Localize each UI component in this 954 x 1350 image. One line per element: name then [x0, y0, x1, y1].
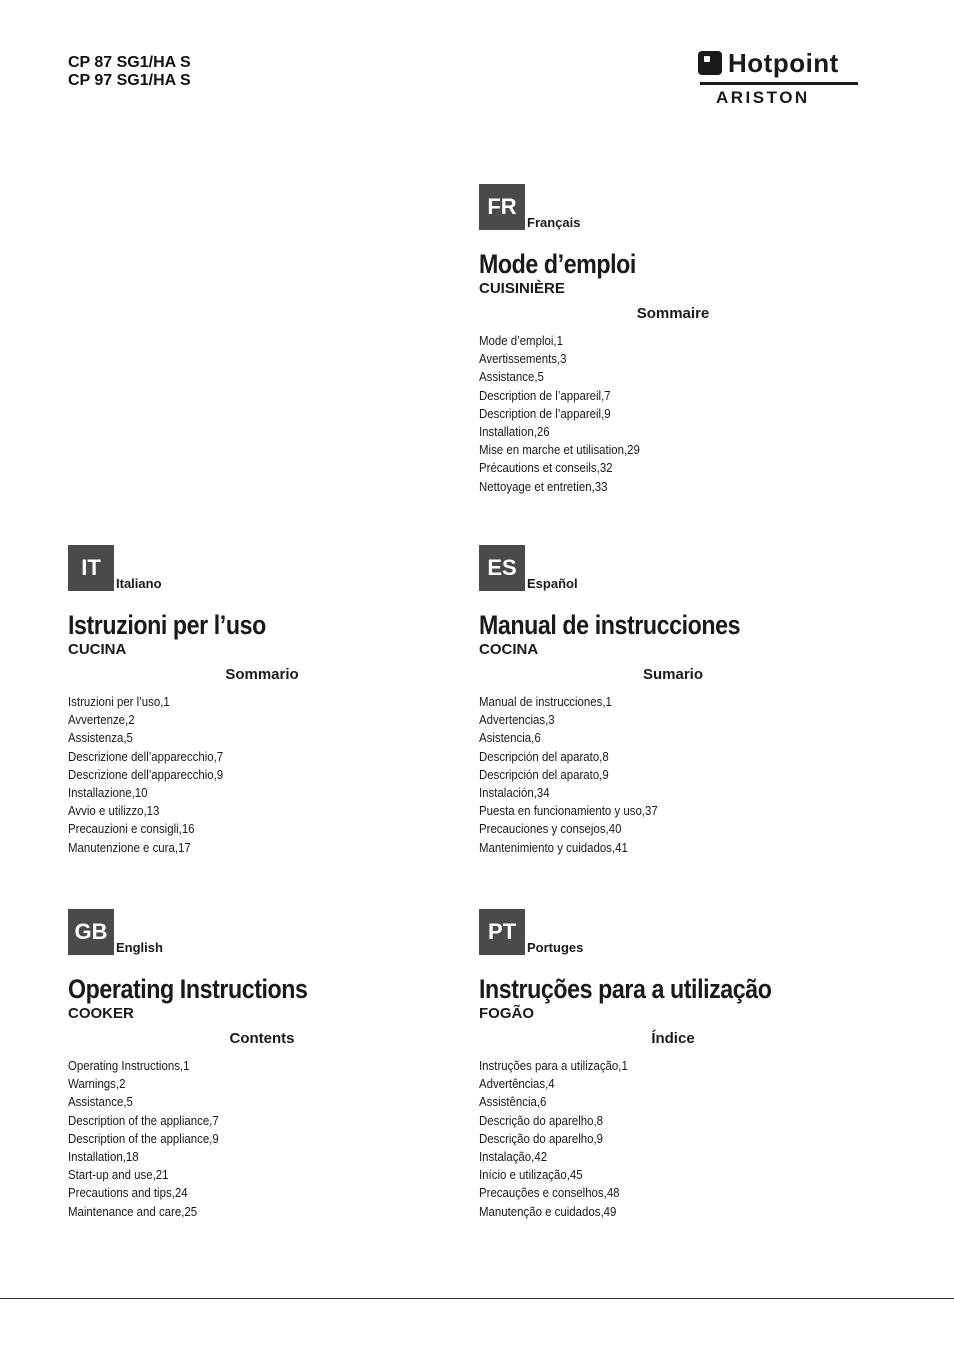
section-title: Instruções para a utilização	[479, 974, 772, 1004]
language-name: Français	[527, 215, 581, 230]
contents-heading: Sommaire	[636, 305, 710, 322]
toc-item: Asistencia,6	[479, 730, 541, 746]
contents-heading: Sommario	[225, 666, 299, 683]
toc-item: Precauciones y consejos,40	[479, 821, 622, 837]
table-of-contents	[479, 693, 779, 857]
language-name: English	[116, 940, 163, 955]
toc-item: Description de l’appareil,9	[479, 405, 611, 421]
toc-item: Avvio e utilizzo,13	[68, 803, 160, 819]
toc-item: Instruções para a utilização,1	[479, 1058, 628, 1073]
toc-item: Installation,18	[68, 1149, 139, 1165]
toc-item: Start-up and use,21	[68, 1167, 169, 1183]
toc-item: Mise en marche et utilisation,29	[479, 442, 640, 458]
toc-item: Descrizione dell’apparecchio,7	[68, 748, 224, 764]
toc-item: Assistenza,5	[68, 730, 133, 746]
model-number: CP 87 SG1/HA S	[68, 54, 191, 71]
section-es	[479, 545, 779, 873]
toc-item: Assistance,5	[68, 1094, 133, 1110]
language-code-badge: FR	[479, 184, 525, 230]
language-name: Español	[527, 576, 578, 591]
table-of-contents	[479, 332, 779, 496]
toc-item: Nettoyage et entretien,33	[479, 478, 608, 494]
toc-item: Mode d’emploi,1	[479, 333, 563, 348]
toc-item: Descripción del aparato,8	[479, 748, 609, 764]
section-subtitle: COCINA	[479, 641, 539, 658]
toc-item: Puesta en funcionamiento y uso,37	[479, 803, 658, 819]
table-of-contents	[68, 693, 368, 857]
model-numbers	[68, 54, 191, 90]
toc-item: Installazione,10	[68, 785, 148, 801]
section-gb	[68, 909, 368, 1237]
toc-item: Istruzioni per l’uso,1	[68, 694, 170, 709]
section-title: Manual de instrucciones	[479, 610, 741, 640]
brand-name: Hotpoint	[728, 48, 839, 78]
section-fr	[479, 184, 779, 512]
toc-item: Precauzioni e consigli,16	[68, 821, 195, 837]
section-subtitle: COOKER	[68, 1005, 134, 1022]
hotpoint-mark-icon	[698, 51, 722, 75]
toc-item: Manutenzione e cura,17	[68, 839, 191, 855]
toc-item: Assistance,5	[479, 369, 544, 385]
toc-item: Description of the appliance,9	[68, 1130, 219, 1146]
section-subtitle: CUISINIÈRE	[479, 280, 565, 297]
toc-item: Descrição do aparelho,8	[479, 1112, 604, 1128]
toc-item: Mantenimiento y cuidados,41	[479, 839, 628, 855]
toc-item: Início e utilização,45	[479, 1167, 583, 1183]
toc-item: Manual de instrucciones,1	[479, 694, 612, 709]
toc-item: Descrizione dell’apparecchio,9	[68, 766, 224, 782]
toc-item: Instalação,42	[479, 1149, 548, 1165]
toc-item: Operating Instructions,1	[68, 1058, 190, 1073]
toc-item: Avvertenze,2	[68, 712, 135, 728]
toc-item: Precautions and tips,24	[68, 1185, 188, 1201]
language-name: Italiano	[116, 576, 162, 591]
section-pt	[479, 909, 779, 1237]
table-of-contents	[68, 1057, 368, 1221]
language-code-badge: ES	[479, 545, 525, 591]
language-code-badge: PT	[479, 909, 525, 955]
language-name: Portuges	[527, 940, 584, 955]
toc-item: Advertências,4	[479, 1076, 555, 1092]
model-number: CP 97 SG1/HA S	[68, 72, 191, 89]
contents-heading: Contents	[229, 1030, 295, 1047]
toc-item: Descrição do aparelho,9	[479, 1130, 604, 1146]
brand-logo	[698, 50, 860, 108]
section-title: Mode d’emploi	[479, 249, 636, 279]
toc-item: Description de l’appareil,7	[479, 387, 611, 403]
section-subtitle: CUCINA	[68, 641, 127, 658]
toc-item: Advertencias,3	[479, 712, 555, 728]
language-code-badge: IT	[68, 545, 114, 591]
toc-item: Installation,26	[479, 424, 550, 440]
contents-heading: Índice	[651, 1030, 695, 1047]
toc-item: Warnings,2	[68, 1076, 126, 1092]
toc-item: Manutenção e cuidados,49	[479, 1203, 617, 1219]
language-code-badge: GB	[68, 909, 114, 955]
section-title: Operating Instructions	[68, 974, 308, 1004]
toc-item: Descripción del aparato,9	[479, 766, 609, 782]
toc-item: Avertissements,3	[479, 351, 567, 367]
toc-item: Maintenance and care,25	[68, 1203, 198, 1219]
toc-item: Description of the appliance,7	[68, 1112, 219, 1128]
brand-subname: ARISTON	[716, 88, 810, 107]
footer-divider	[0, 1298, 954, 1299]
section-subtitle: FOGÃO	[479, 1005, 534, 1022]
toc-item: Précautions et conseils,32	[479, 460, 613, 476]
toc-item: Assistência,6	[479, 1094, 547, 1110]
logo-divider	[700, 82, 858, 85]
contents-heading: Sumario	[642, 666, 703, 683]
section-it	[68, 545, 368, 873]
section-title: Istruzioni per l’uso	[68, 610, 266, 640]
toc-item: Precauções e conselhos,48	[479, 1185, 620, 1201]
toc-item: Instalación,34	[479, 785, 550, 801]
table-of-contents	[479, 1057, 779, 1221]
